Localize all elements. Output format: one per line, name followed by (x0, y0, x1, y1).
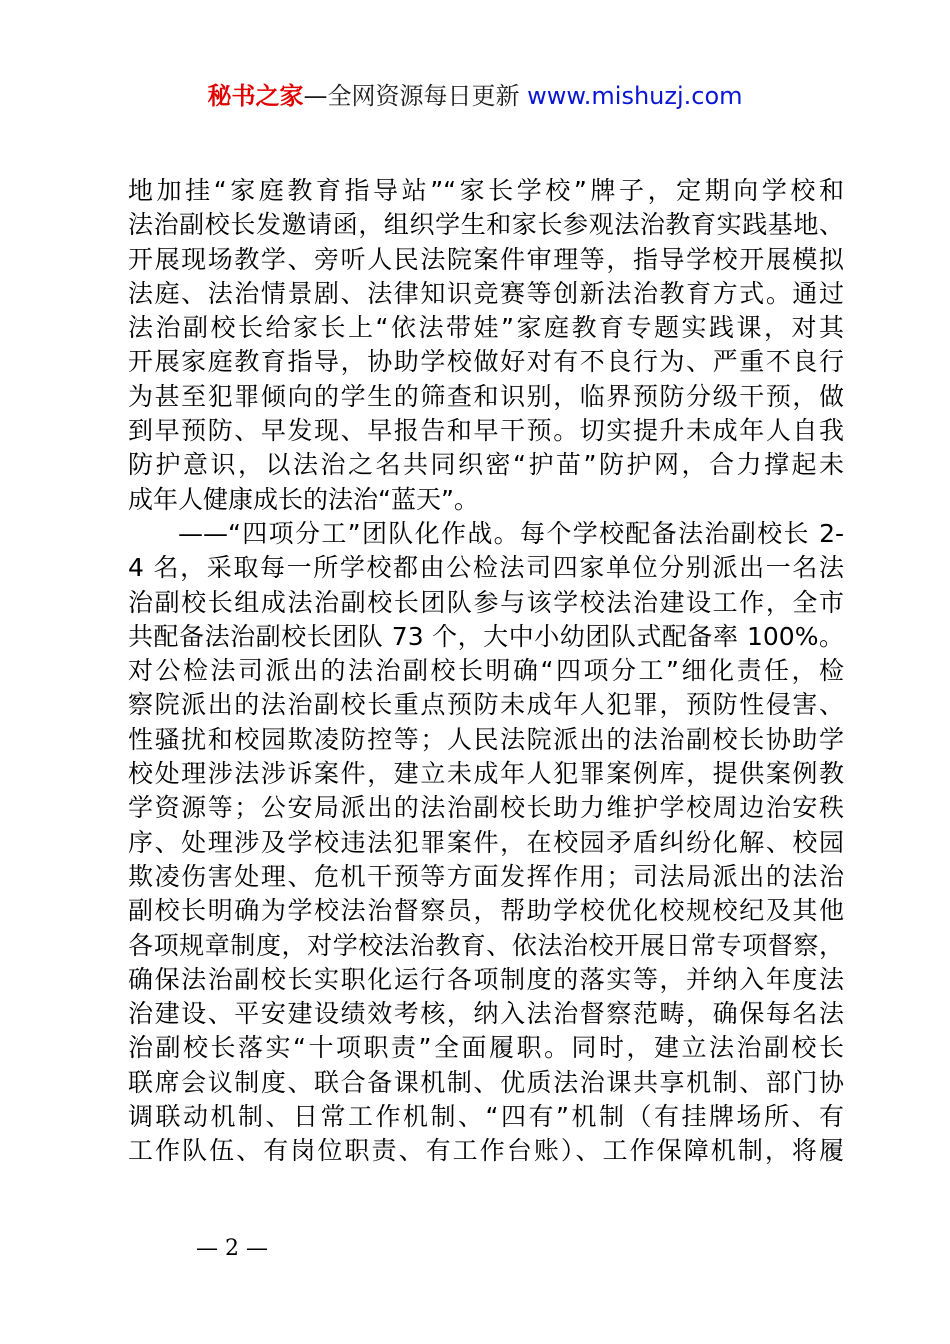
text-line: 为甚至犯罪倾向的学生的筛查和识别，临界预防分级干预，做 (128, 381, 844, 411)
header-tagline: —全网资源每日更新 (303, 82, 520, 110)
text-line: 学资源等；公安局派出的法治副校长助力维护学校周边治安秩 (128, 793, 844, 823)
text-line: 校处理涉法涉诉案件，建立未成年人犯罪案例库，提供案例教 (128, 759, 844, 789)
text-line: 法庭、法治情景剧、法律知识竞赛等创新法治教育方式。通过 (128, 278, 844, 308)
text-line: 共配备法治副校长团队 73 个，大中小幼团队式配备率 100%。 (128, 621, 844, 651)
text-line: 防护意识，以法治之名共同织密“护苗”防护网，合力撑起未 (128, 450, 844, 480)
text-line: 到早预防、早发现、早报告和早干预。切实提升未成年人自我 (128, 416, 844, 446)
text-line: 调联动机制、日常工作机制、“四有”机制（有挂牌场所、有 (128, 1102, 844, 1132)
text-line: 工作队伍、有岗位职责、有工作台账）、工作保障机制，将履 (128, 1136, 844, 1166)
text-line: 各项规章制度，对学校法治教育、依法治校开展日常专项督察， (128, 930, 844, 960)
text-line: 治建设、平安建设绩效考核，纳入法治督察范畴，确保每名法 (128, 999, 844, 1029)
text-line: 对公检法司派出的法治副校长明确“四项分工”细化责任，检 (128, 656, 844, 686)
text-line: 确保法治副校长实职化运行各项制度的落实等，并纳入年度法 (128, 964, 844, 994)
text-line: 4 名，采取每一所学校都由公检法司四家单位分别派出一名法 (128, 553, 844, 583)
text-line: 性骚扰和校园欺凌防控等；人民法院派出的法治副校长协助学 (128, 724, 844, 754)
website-url: www.mishuzj.com (527, 82, 743, 110)
text-line: 欺凌伤害处理、危机干预等方面发挥作用；司法局派出的法治 (128, 861, 844, 891)
text-line: 治副校长落实“十项职责”全面履职。同时，建立法治副校长 (128, 1033, 844, 1063)
text-line: 开展家庭教育指导，协助学校做好对有不良行为、严重不良行 (128, 347, 844, 377)
text-line: 法治副校长给家长上“依法带娃”家庭教育专题实践课，对其 (128, 313, 844, 343)
text-line: 联席会议制度、联合备课机制、优质法治课共享机制、部门协 (128, 1067, 844, 1097)
text-line: 成年人健康成长的法治“蓝天”。 (128, 484, 479, 514)
text-line: 地加挂“家庭教育指导站”“家长学校”牌子，定期向学校和 (128, 176, 844, 205)
page-header (0, 80, 950, 112)
document-body (128, 174, 844, 1169)
page-number: — 2 — (196, 1236, 268, 1261)
text-line: 开展现场教学、旁听人民法院案件审理等，指导学校开展模拟 (128, 244, 844, 274)
text-line: 副校长明确为学校法治督察员，帮助学校优化校规校纪及其他 (128, 896, 844, 926)
brand-name: 秘书之家 (207, 82, 304, 110)
text-line: 察院派出的法治副校长重点预防未成年人犯罪，预防性侵害、 (128, 690, 844, 720)
text-line: 序、处理涉及学校违法犯罪案件，在校园矛盾纠纷化解、校园 (128, 827, 844, 857)
text-line: 法治副校长发邀请函，组织学生和家长参观法治教育实践基地、 (128, 210, 844, 240)
text-line: 治副校长组成法治副校长团队参与该学校法治建设工作，全市 (128, 587, 844, 617)
paragraph-start-line: ——“四项分工”团队化作战。每个学校配备法治副校长 2- (178, 518, 844, 548)
